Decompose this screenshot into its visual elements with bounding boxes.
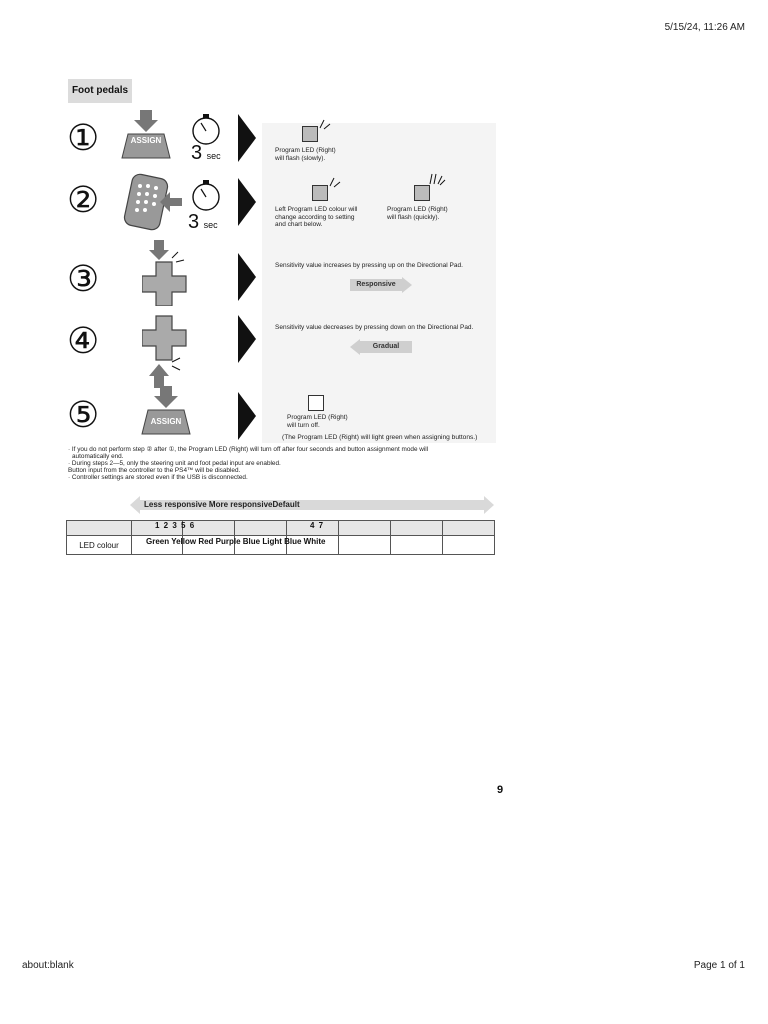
- step-2-right-note-line-2: will flash (quickly).: [387, 213, 440, 221]
- step-1-pointer-icon: [238, 114, 256, 162]
- assign-button-illustration: [140, 386, 192, 438]
- step-1-timer-value: 3: [191, 142, 203, 164]
- assign-button-illustration: [120, 110, 172, 162]
- led-colours-text: Green Yellow Red Purple Blue Light Blue White: [146, 537, 326, 546]
- step-3-pointer-icon: [238, 253, 256, 301]
- gradual-arrow: [350, 339, 412, 355]
- dpad-down-illustration: [142, 314, 188, 393]
- fast-flash-rays-icon: [428, 172, 446, 191]
- sensitivity-scale-label: Less responsive More responsiveDefault: [144, 500, 300, 509]
- gradual-arrow-label: Gradual: [372, 343, 400, 350]
- step-2-right-note-line-1: Program LED (Right): [387, 206, 448, 213]
- step-5-note-line-1: Program LED (Right): [287, 414, 348, 421]
- step-1-timer-unit: sec: [206, 151, 221, 161]
- assign-button-label: ASSIGN: [130, 136, 162, 145]
- led-indicator-icon: [312, 185, 328, 201]
- notes-list: [68, 446, 496, 481]
- note-item: · Controller settings are stored even if the USB is disconnected.: [68, 474, 248, 481]
- step-2-number: ②: [67, 180, 100, 221]
- dpad-icon: [142, 314, 188, 388]
- responsive-arrow: [350, 277, 412, 293]
- dpad-icon: [142, 240, 188, 306]
- step-2-left-note-line-2: change according to setting: [275, 213, 355, 221]
- print-url: about:blank: [22, 960, 74, 971]
- dpad-up-illustration: [142, 240, 188, 311]
- step-2-timer-unit: sec: [203, 220, 218, 230]
- pedal-press-icon: [122, 172, 184, 234]
- table-numbers-b: 4 7: [310, 521, 325, 530]
- step-4-note: Sensitivity value decreases by pressing down on the Directional Pad.: [275, 324, 474, 331]
- note-item: · If you do not perform step ② after ①, the Program LED (Right) will turn off after four seconds and button assignment mode will: [68, 446, 429, 453]
- led-off-indicator-icon: [308, 395, 324, 411]
- table-numbers-a: 1 2 3 5 6: [155, 521, 196, 530]
- table-row-label: LED colour: [67, 536, 132, 555]
- step-1-note-line-1: Program LED (Right): [275, 147, 336, 154]
- flash-rays-icon: [328, 175, 342, 193]
- note-item: · During steps 2—5, only the steering unit and foot pedal input are enabled.: [68, 460, 281, 467]
- flash-rays-icon: [318, 117, 332, 135]
- print-timestamp: 5/15/24, 11:26 AM: [664, 22, 745, 33]
- print-page-indicator: Page 1 of 1: [693, 960, 745, 971]
- foot-pedal-illustration: [122, 172, 184, 239]
- step-3-note: Sensitivity value increases by pressing up on the Directional Pad.: [275, 262, 463, 269]
- step-4-number: ④: [67, 321, 100, 362]
- step-1-note-line-2: will flash (slowly).: [275, 154, 326, 162]
- note-item: Button input from the controller to the PS4™ will be disabled.: [68, 467, 241, 474]
- step-5-note-line-2: will turn off.: [287, 421, 320, 429]
- led-indicator-icon: [302, 126, 318, 142]
- step-5-number: ⑤: [67, 395, 100, 436]
- step-2-pointer-icon: [238, 178, 256, 226]
- step-5-pointer-icon: [238, 392, 256, 440]
- responsive-arrow-label: Responsive: [356, 281, 396, 288]
- step-2-left-note-line-1: Left Program LED colour will: [275, 206, 358, 213]
- page-number: 9: [497, 784, 504, 796]
- step-1-number: ①: [67, 118, 100, 159]
- step-4-pointer-icon: [238, 315, 256, 363]
- step-2-timer-value: 3: [188, 211, 200, 233]
- press-arrow-icon: [140, 386, 192, 438]
- step-2-left-note-line-3: and chart below.: [275, 221, 323, 228]
- note-item: automatically end.: [72, 453, 124, 460]
- section-title: Foot pedals: [68, 79, 132, 103]
- step-5-footnote: (The Program LED (Right) will light green when assigning buttons.): [282, 434, 478, 441]
- assign-button-label: ASSIGN: [150, 417, 182, 426]
- step-3-number: ③: [67, 259, 100, 300]
